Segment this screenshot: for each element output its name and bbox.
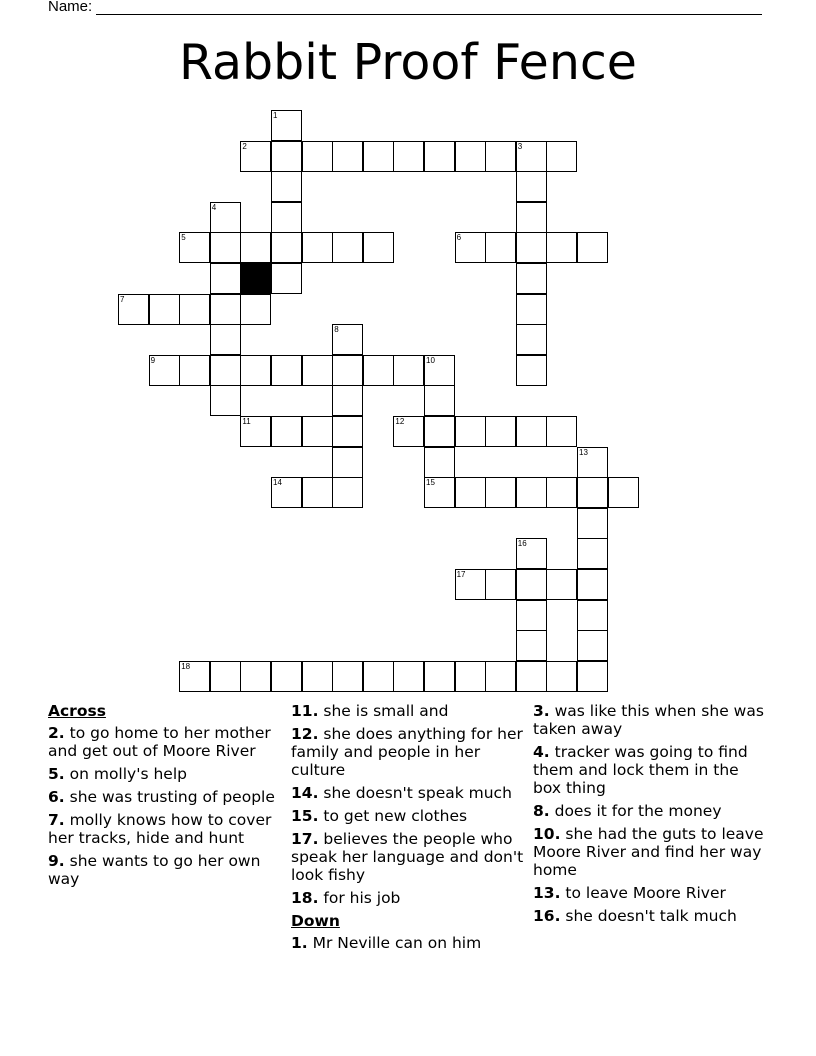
clue-number: 10. [533, 825, 561, 843]
grid-cell[interactable] [332, 355, 363, 386]
clue-item [48, 788, 284, 806]
clue-text: to get new clothes [318, 807, 468, 825]
grid-cell[interactable] [240, 355, 271, 386]
cell-number: 16 [517, 539, 527, 549]
grid-cell[interactable] [271, 141, 302, 172]
grid-cell[interactable] [577, 569, 608, 600]
clue-number: 12. [291, 725, 319, 743]
grid-cell[interactable] [363, 141, 394, 172]
grid-cell[interactable] [516, 141, 547, 172]
clue-item [533, 802, 769, 820]
grid-cell[interactable] [546, 569, 577, 600]
grid-cell[interactable] [424, 416, 455, 447]
clue-number: 18. [291, 889, 319, 907]
grid-cell[interactable] [577, 477, 608, 508]
grid-cell[interactable] [546, 661, 577, 692]
clue-text: for his job [318, 889, 401, 907]
clue-text: she wants to go her own way [48, 852, 261, 888]
name-underline[interactable] [96, 0, 762, 15]
clue-item [533, 743, 769, 797]
grid-cell[interactable] [485, 569, 516, 600]
cell-number: 17 [456, 570, 466, 579]
grid-cell[interactable] [577, 447, 608, 478]
clue-number: 16. [533, 907, 561, 925]
grid-cell[interactable] [302, 416, 333, 447]
grid-cell[interactable] [271, 661, 302, 692]
grid-cell[interactable] [363, 661, 394, 692]
grid-cell[interactable] [210, 661, 241, 692]
grid-cell[interactable] [302, 232, 333, 263]
grid-cell[interactable] [455, 569, 486, 600]
grid-cell[interactable] [424, 385, 455, 416]
clue-item [291, 784, 527, 802]
grid-cell[interactable] [424, 661, 455, 692]
grid-cell[interactable] [332, 477, 363, 508]
grid-cell[interactable] [271, 355, 302, 386]
clue-number: 3. [533, 702, 550, 720]
grid-cell[interactable] [240, 661, 271, 692]
grid-cell[interactable] [516, 355, 547, 386]
clue-item [291, 934, 527, 952]
clue-text: she had the guts to leave Moore River and find her way home [533, 825, 764, 879]
clue-item [48, 852, 284, 888]
grid-cell[interactable] [271, 263, 302, 294]
grid-cell[interactable] [271, 416, 302, 447]
grid-cell[interactable] [363, 355, 394, 386]
grid-cell[interactable] [516, 477, 547, 508]
grid-cell[interactable] [577, 661, 608, 692]
grid-cell[interactable] [393, 141, 424, 172]
grid-cell[interactable] [424, 447, 455, 478]
clue-heading: Across [48, 702, 106, 720]
clue-column-1 [48, 702, 284, 893]
grid-cell[interactable] [210, 294, 241, 325]
clue-text: she was trusting of people [64, 788, 275, 806]
cell-number: 1 [273, 111, 278, 120]
grid-cell-blocked [240, 263, 271, 294]
grid-cell[interactable] [516, 324, 547, 355]
clue-number: 13. [533, 884, 561, 902]
clue-text: molly knows how to cover her tracks, hide and hunt [48, 811, 272, 847]
cell-number: 6 [456, 233, 462, 243]
grid-cell[interactable] [393, 355, 424, 386]
cell-number: 18 [181, 661, 191, 671]
grid-cell[interactable] [608, 477, 639, 508]
grid-cell[interactable] [271, 477, 302, 508]
grid-cell[interactable] [210, 232, 241, 263]
clue-text: she doesn't speak much [318, 784, 512, 802]
clue-text: she is small and [318, 702, 449, 720]
clue-item [48, 724, 284, 760]
grid-cell[interactable] [485, 232, 516, 263]
grid-cell[interactable] [210, 263, 241, 294]
grid-cell[interactable] [516, 232, 547, 263]
grid-cell[interactable] [149, 294, 180, 325]
grid-cell[interactable] [240, 416, 271, 447]
clue-number: 17. [291, 830, 319, 848]
grid-cell[interactable] [577, 630, 608, 661]
clue-heading: Down [291, 912, 340, 930]
clue-number: 6. [48, 788, 65, 806]
clue-number: 14. [291, 784, 319, 802]
grid-cell[interactable] [332, 385, 363, 416]
grid-cell[interactable] [546, 232, 577, 263]
grid-cell[interactable] [332, 416, 363, 447]
clue-number: 15. [291, 807, 319, 825]
clue-number: 5. [48, 765, 65, 783]
clue-item [291, 889, 527, 907]
grid-cell[interactable] [302, 477, 333, 508]
cell-number: 2 [242, 141, 247, 151]
grid-cell[interactable] [455, 141, 486, 172]
grid-cell[interactable] [271, 171, 302, 202]
grid-cell[interactable] [302, 355, 333, 386]
grid-cell[interactable] [393, 416, 424, 447]
grid-cell[interactable] [424, 477, 455, 508]
clue-item [533, 702, 769, 738]
clue-text: Mr Neville can on him [307, 934, 482, 952]
cell-number: 8 [334, 325, 339, 335]
grid-cell[interactable] [516, 600, 547, 631]
grid-cell[interactable] [210, 355, 241, 386]
grid-cell[interactable] [240, 141, 271, 172]
clue-number: 7. [48, 811, 65, 829]
grid-cell[interactable] [546, 141, 577, 172]
grid-cell[interactable] [240, 294, 271, 325]
grid-cell[interactable] [271, 232, 302, 263]
grid-cell[interactable] [332, 324, 363, 355]
grid-cell[interactable] [424, 355, 455, 386]
grid-cell[interactable] [240, 232, 271, 263]
grid-cell[interactable] [118, 294, 149, 325]
clue-item [533, 907, 769, 925]
grid-cell[interactable] [455, 232, 486, 263]
grid-cell[interactable] [516, 263, 547, 294]
grid-cell[interactable] [179, 294, 210, 325]
clue-item [533, 884, 769, 902]
grid-cell[interactable] [455, 416, 486, 447]
grid-cell[interactable] [546, 477, 577, 508]
grid-cell[interactable] [179, 232, 210, 263]
grid-cell[interactable] [516, 569, 547, 600]
grid-cell[interactable] [485, 477, 516, 508]
clue-item [533, 825, 769, 879]
cell-number: 5 [181, 233, 186, 243]
clue-text: on molly's help [64, 765, 187, 783]
clue-text: was like this when she was taken away [533, 702, 764, 738]
page-title: Rabbit Proof Fence [179, 34, 637, 91]
grid-cell[interactable] [332, 661, 363, 692]
grid-cell[interactable] [149, 355, 180, 386]
grid-cell[interactable] [577, 508, 608, 539]
grid-cell[interactable] [302, 661, 333, 692]
grid-cell[interactable] [302, 141, 333, 172]
cell-number: 3 [517, 141, 523, 151]
grid-cell[interactable] [363, 232, 394, 263]
clue-text: to leave Moore River [560, 884, 726, 902]
grid-cell[interactable] [516, 294, 547, 325]
cell-number: 4 [211, 202, 217, 212]
name-field[interactable] [48, 0, 762, 15]
clue-column-3 [533, 702, 769, 930]
grid-cell[interactable] [485, 416, 516, 447]
cell-number: 13 [579, 447, 588, 457]
name-label: Name: [48, 0, 93, 15]
grid-cell[interactable] [393, 661, 424, 692]
cell-number: 9 [150, 355, 156, 365]
clue-number: 4. [533, 743, 550, 761]
clue-text: does it for the money [549, 802, 722, 820]
clue-item [48, 765, 284, 783]
grid-cell[interactable] [516, 202, 547, 233]
grid-cell[interactable] [271, 110, 302, 141]
clue-item [291, 807, 527, 825]
cell-number: 7 [120, 294, 125, 304]
cell-number: 10 [426, 355, 435, 365]
grid-cell[interactable] [577, 538, 608, 569]
grid-cell[interactable] [516, 416, 547, 447]
cell-number: 15 [426, 478, 435, 488]
clue-column-2 [291, 702, 527, 957]
grid-cell[interactable] [332, 447, 363, 478]
clue-text: she does anything for her family and people in her culture [291, 725, 523, 779]
grid-cell[interactable] [424, 141, 455, 172]
grid-cell[interactable] [577, 232, 608, 263]
clue-number: 9. [48, 852, 65, 870]
clue-item [291, 725, 527, 779]
grid-cell[interactable] [271, 202, 302, 233]
clue-number: 1. [291, 934, 308, 952]
cell-number: 11 [242, 417, 251, 426]
grid-cell[interactable] [485, 141, 516, 172]
grid-cell[interactable] [332, 232, 363, 263]
grid-cell[interactable] [485, 661, 516, 692]
grid-cell[interactable] [210, 385, 241, 416]
clue-item [291, 702, 527, 720]
grid-cell[interactable] [179, 355, 210, 386]
grid-cell[interactable] [210, 202, 241, 233]
clue-text: believes the people who speak her language and don't look fishy [291, 830, 524, 884]
grid-cell[interactable] [516, 171, 547, 202]
clue-text: to go home to her mother and get out of Moore River [48, 724, 271, 760]
grid-cell[interactable] [332, 141, 363, 172]
grid-cell[interactable] [455, 477, 486, 508]
grid-cell[interactable] [516, 538, 547, 569]
clue-text: she doesn't talk much [560, 907, 737, 925]
grid-cell[interactable] [516, 661, 547, 692]
clue-number: 2. [48, 724, 65, 742]
grid-cell[interactable] [546, 416, 577, 447]
clue-item [291, 830, 527, 884]
grid-cell[interactable] [455, 661, 486, 692]
grid-cell[interactable] [577, 600, 608, 631]
grid-cell[interactable] [179, 661, 210, 692]
grid-cell[interactable] [516, 630, 547, 661]
clue-text: tracker was going to find them and lock them in the box thing [533, 743, 748, 797]
clue-number: 8. [533, 802, 550, 820]
clue-item [48, 811, 284, 847]
grid-cell[interactable] [210, 324, 241, 355]
cell-number: 14 [273, 478, 282, 488]
clue-number: 11. [291, 702, 319, 720]
cell-number: 12 [395, 417, 405, 426]
